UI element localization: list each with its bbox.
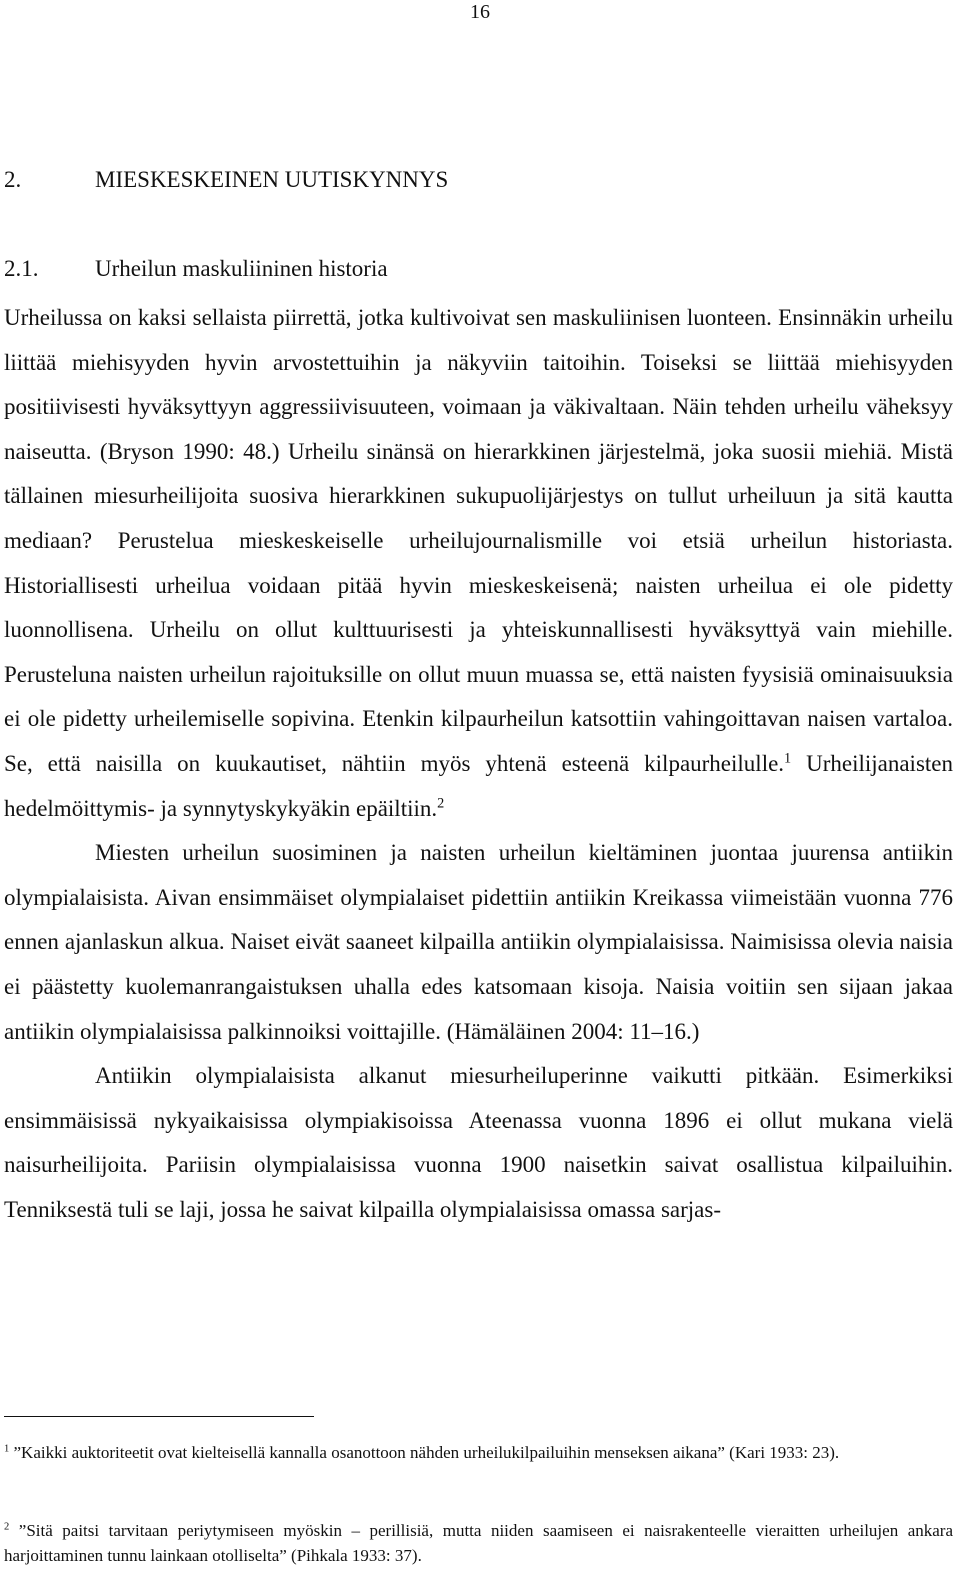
footnote-ref-2: 2 <box>437 794 445 811</box>
footnote-2-text: ”Sitä paitsi tarvitaan periytymiseen myöskin – perillisiä, mutta niiden saamiseen ei naisrakenteelle vieraitten urheilujen ankara harjoittaminen tunnu lainkaan otolliselta” (Pihkala 1933: 37). <box>4 1521 953 1565</box>
section-number: 2.1. <box>4 256 39 281</box>
section-heading <box>4 255 388 283</box>
footnote-1 <box>4 1440 953 1465</box>
footnote-1-text: ”Kaikki auktoriteetit ovat kielteisellä kannalla osanottoon nähden urheilukilpailuihin menseksen aikana” (Kari 1933: 23). <box>9 1443 840 1462</box>
footnote-2 <box>4 1518 953 1568</box>
paragraph-1 <box>4 296 953 831</box>
chapter-title: MIESKESKEINEN UUTISKYNNYS <box>95 167 449 192</box>
body-text <box>4 296 953 1232</box>
paragraph-1-text-cont: Urheilijanaisten hedelmöittymis- ja synnytyskykyäkin epäiltiin. <box>4 750 953 821</box>
footnote-1-marker: 1 <box>4 1443 10 1455</box>
section-title: Urheilun maskuliininen historia <box>95 256 388 281</box>
footnote-2-marker: 2 <box>4 1521 10 1533</box>
footnote-ref-1: 1 <box>784 750 792 767</box>
paragraph-2: Miesten urheilun suosiminen ja naisten urheilun kieltäminen juontaa juurensa antiikin olympialaisista. Aivan ensimmäiset olympialaiset pidettiin antiikin Kreikassa viimeistään vuonna 776 ennen ajanlaskun alkua. Naiset eivät saaneet kilpailla antiikin olympialaisissa. Naimisissa olevia naisia ei päästetty kuolemanrangaistuksen uhalla edes katsomaan kisoja. Naisia voitiin sen sijaan jakaa antiikin olympialaisissa palkinnoiksi voittajille. (Hämäläinen 2004: 11–16.) <box>4 840 953 1044</box>
page-number: 16 <box>470 1 490 23</box>
paragraph-1-text: Urheilussa on kaksi sellaista piirrettä, jotka kultivoivat sen maskuliinisen luonteen. Ensinnäkin urheilu liittää miehisyyden hyvin arvostettuihin ja näkyviin taitoihin. Toiseksi se liittää miehisyyden positiivisesti hyväksyttyyn aggressiivisuuteen, voimaan ja väkivaltaan. Näin tehden urheilu väheksyy naiseutta. (Bryson 1990: 48.) Urheilu sinänsä on hierarkkinen järjestelmä, joka suosii miehiä. Mistä tällainen miesurheilijoita suosiva hierarkkinen sukupuolijärjestys on tullut urheiluun ja sitä kautta mediaan? Perustelua mieskeskeiselle urheilujournalismille voi etsiä urheilun historiasta. Historiallisesti urheilua voidaan pitää hyvin mieskeskeisenä; naisten urheilua ei ole pidetty luonnollisena. Urheilu on ollut kulttuurisesti ja yhteiskunnallisesti hyväksyttyä vain miehille. Perusteluna naisten urheilun rajoituksille on ollut muun muassa se, että naisten fyysisiä ominaisuuksia ei ole pidetty urheilemiselle sopivina. Etenkin kilpaurheilun katsottiin vahingoittavan naisen vartaloa. Se, että naisilla on kuukautiset, nähtiin myös yhtenä esteenä kilpaurheilulle. <box>4 305 953 776</box>
footnote-separator <box>4 1416 314 1417</box>
chapter-heading <box>4 166 448 194</box>
paragraph-3: Antiikin olympialaisista alkanut miesurheiluperinne vaikutti pitkään. Esimerkiksi ensimmäisissä nykyaikaisissa olympiakisoissa Ateenassa vuonna 1896 ei ollut mukana vielä naisurheilijoita. Pariisin olympialaisissa vuonna 1900 naisetkin saivat osallistua kilpailuihin. Tenniksestä tuli se laji, jossa he saivat kilpailla olympialaisissa omassa sarjas- <box>4 1063 953 1222</box>
chapter-number: 2. <box>4 167 22 192</box>
